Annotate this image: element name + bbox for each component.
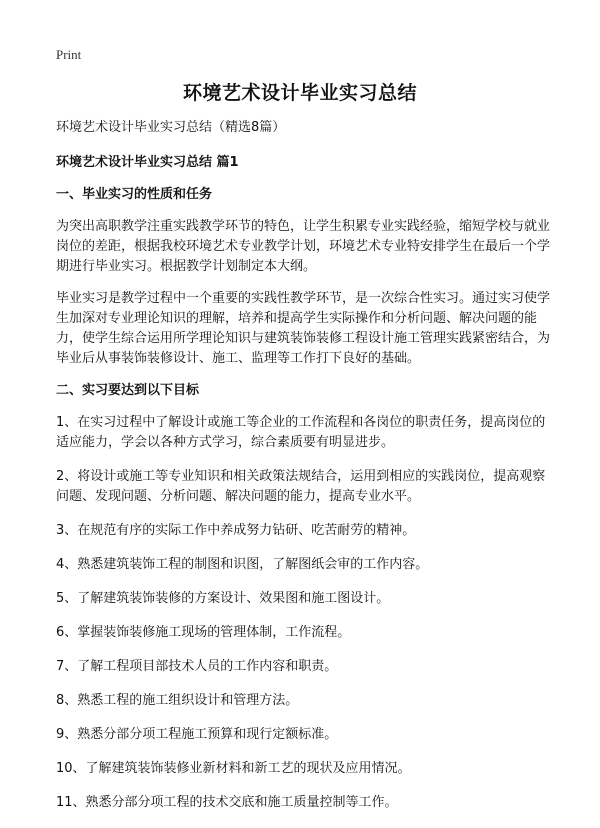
document-subtitle: 环境艺术设计毕业实习总结（精选8篇） <box>56 120 286 135</box>
print-label: Print <box>56 47 82 62</box>
list-item: 11、熟悉分部分项工程的技术交底和施工质量控制等工作。 <box>56 795 398 810</box>
list-item: 4、熟悉建筑装饰工程的制图和识图，了解图纸会审的工作内容。 <box>56 557 429 572</box>
page-title: 环境艺术设计毕业实习总结 <box>182 82 417 104</box>
paragraph: 毕业实习是教学过程中一个重要的实践性教学环节，是一次综合性实习。通过实习使学生加深对专业理论知识的理解，培养和提高学生实际操作和分析问题、解决问题的能力，使学生综合运用所学理论知识与建筑装饰装修工程设计施工管理实践紧密结合，为毕业后从事装饰装修设计、施工、监理等工作打下良好的基础。 <box>56 291 551 366</box>
list-item: 2、将设计或施工等专业知识和相关政策法规结合，运用到相应的实践岗位，提高观察问题、发现问题、分析问题、解决问题的能力，提高专业水平。 <box>56 469 546 504</box>
section-heading: 二、实习要达到以下目标 <box>56 383 200 398</box>
list-item: 1、在实习过程中了解设计或施工等企业的工作流程和各岗位的职责任务，提高岗位的适应能力，学会以各种方式学习，综合素质要有明显进步。 <box>56 415 546 450</box>
list-item: 8、熟悉工程的施工组织设计和管理方法。 <box>56 693 299 708</box>
list-item: 5、了解建筑装饰装修的方案设计、效果图和施工图设计。 <box>56 591 390 606</box>
article-heading: 环境艺术设计毕业实习总结 篇1 <box>56 155 239 170</box>
section-heading: 一、毕业实习的性质和任务 <box>56 187 213 202</box>
list-item: 7、了解工程项目部技术人员的工作内容和职责。 <box>56 659 338 674</box>
list-item: 3、在规范有序的实际工作中养成努力钻研、吃苦耐劳的精神。 <box>56 523 416 538</box>
paragraph: 为突出高职教学注重实践教学环节的特色，让学生积累专业实践经验，缩短学校与就业岗位的差距，根据我校环境艺术专业教学计划，环境艺术专业特安排学生在最后一个学期进行毕业实习。根据教学计划制定本大纲。 <box>56 219 551 274</box>
list-item: 6、掌握装饰装修施工现场的管理体制，工作流程。 <box>56 625 351 640</box>
document-body <box>56 118 550 827</box>
list-item: 10、了解建筑装饰装修业新材料和新工艺的现状及应用情况。 <box>56 761 411 776</box>
list-item: 9、熟悉分部分项工程施工预算和现行定额标准。 <box>56 727 338 742</box>
